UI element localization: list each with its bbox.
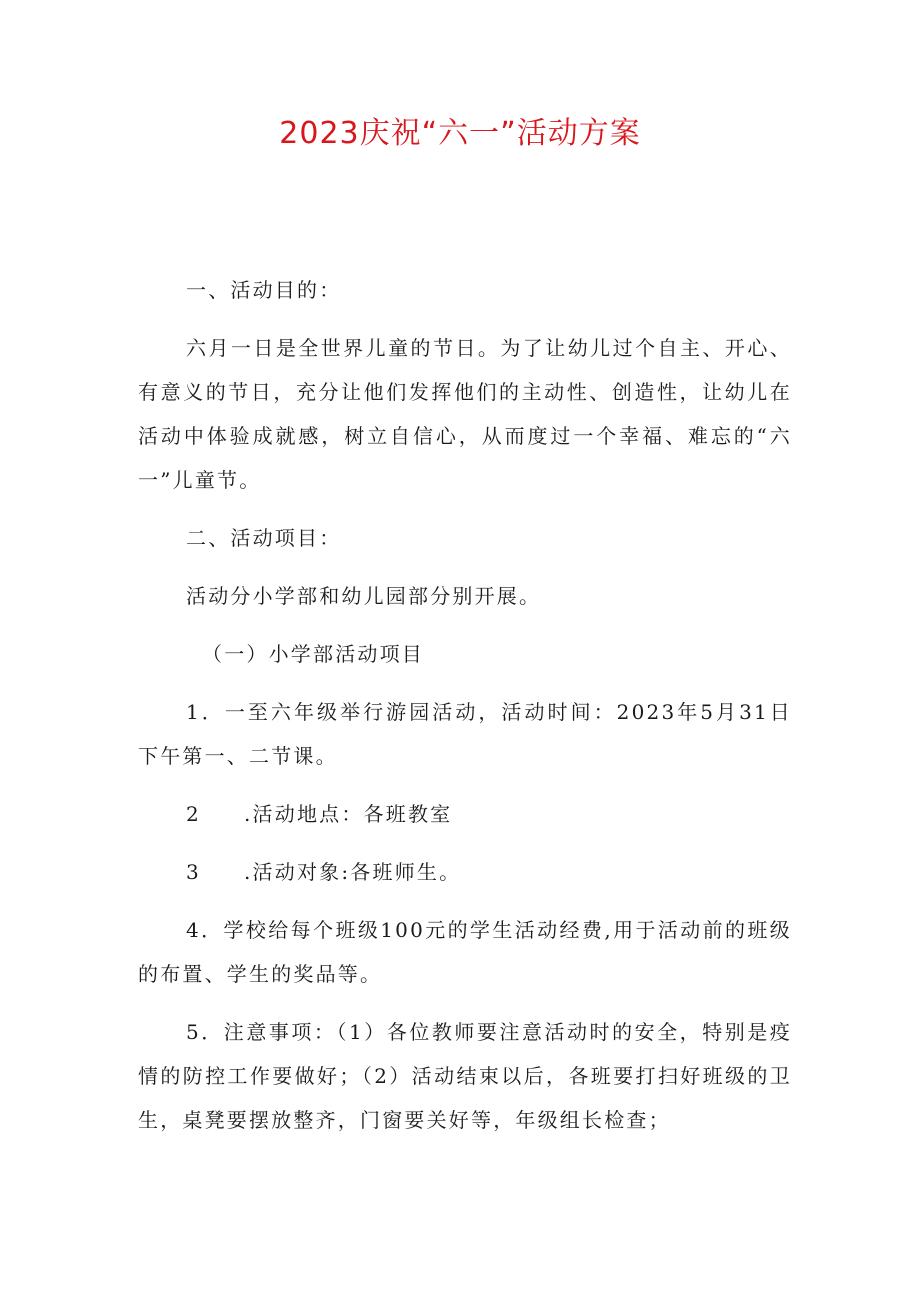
list-item-5: 5．注意事项：（1）各位教师要注意活动时的安全，特别是疫情的防控工作要做好；（2）活动结束以后，各班要打扫好班级的卫生，桌凳要摆放整齐，门窗要关好等，年级组长检查； [138, 1020, 792, 1132]
document-title: 2023庆祝“六一”活动方案 [279, 116, 641, 151]
list-item-number: 2 [186, 802, 201, 826]
list-item-2 [138, 792, 792, 836]
document-body [138, 268, 792, 1156]
list-item-3 [138, 850, 792, 894]
list-item-number: 3 [186, 860, 201, 884]
section-heading-projects: 二、活动项目： [186, 526, 342, 550]
section-heading-purpose: 一、活动目的： [186, 278, 342, 302]
subheading-primary-school: （一）小学部活动项目 [202, 642, 424, 666]
list-item-4: 4．学校给每个班级100元的学生活动经费,用于活动前的班级的布置、学生的奖品等。 [138, 918, 792, 986]
paragraph-purpose: 六月一日是全世界儿童的节日。为了让幼儿过个自主、开心、有意义的节日，充分让他们发挥他们的主动性、创造性，让幼儿在活动中体验成就感，树立自信心，从而度过一个幸福、难忘的“六一”儿童节。 [138, 336, 792, 492]
list-item-text: .活动对象:各班师生。 [244, 860, 462, 884]
list-item-1: 1．一至六年级举行游园活动，活动时间：2023年5月31日下午第一、二节课。 [138, 700, 792, 768]
list-item-text: .活动地点：各班教室 [244, 802, 453, 826]
paragraph-projects-intro: 活动分小学部和幼儿园部分别开展。 [186, 584, 542, 608]
